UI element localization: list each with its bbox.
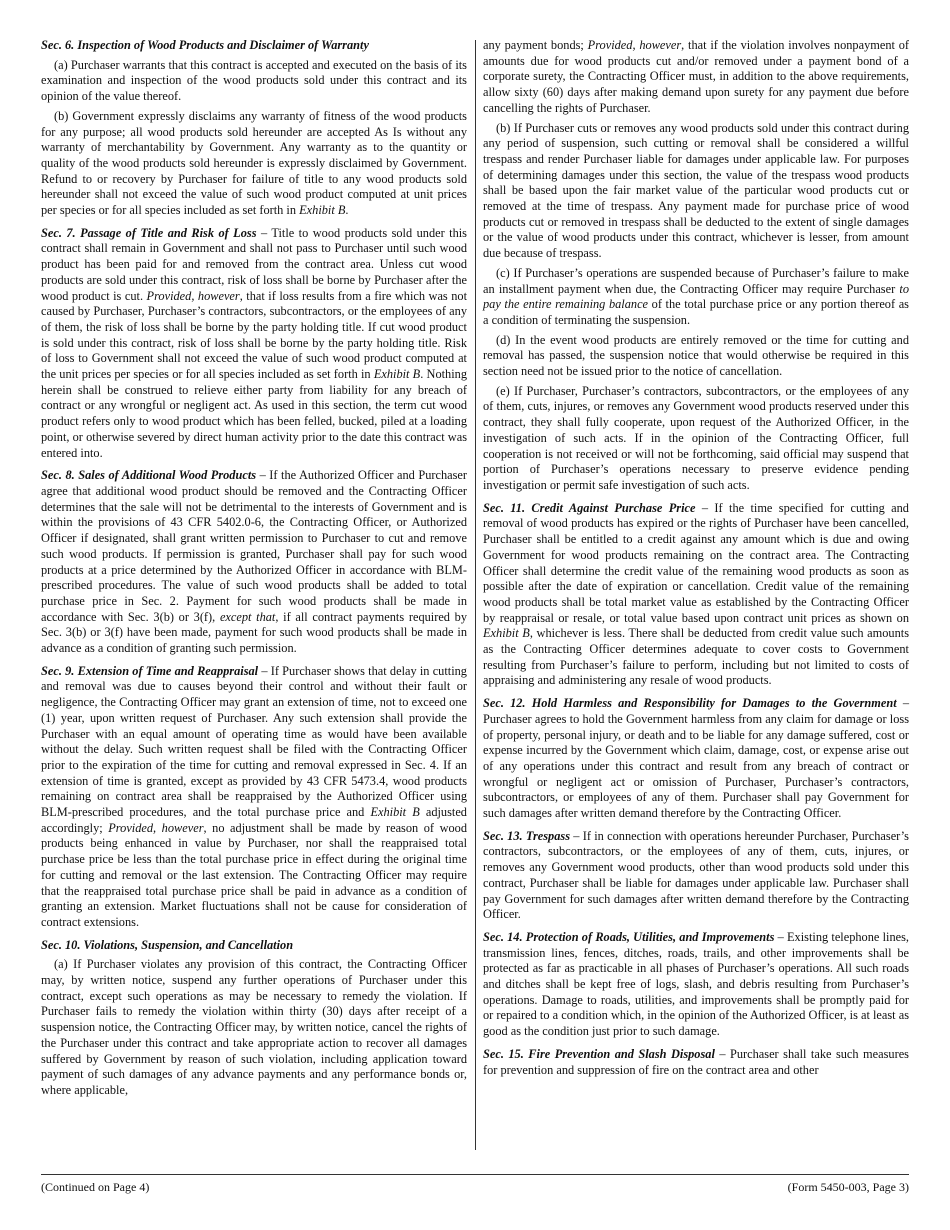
italic-text: Provided, however [587,38,682,52]
section-heading: Sec. 7. Passage of Title and Risk of Loss [41,225,257,240]
paragraph-text: – If the Authorized Officer and Purchaser agree that additional wood product should be removed and the Contracting Officer determines that the sale will not be detrimental to the interests of Government and is within the provisions of 43 CFR 5402.0-6, the Contracting Officer, or Authorized Officer if designated, shall grant written permission to Purchaser to cut and remove such wood products. If permission is granted, Purchaser shall pay for such wood products at a price determined by the Authorized Officer in accordance with BLM-prescribed procedures. The value of such wood products shall be added to total purchase price in Sec. 2. Payment for such wood products shall be made in accordance with Sec. 3(b) or 3(f), [41,468,468,624]
section-heading: Sec. 13. Trespass [483,828,571,843]
paragraph: (e) If Purchaser, Purchaser’s contractors, subcontractors, or the employees of any of them, cuts, injures, or removes any Government wood products reserved under this contract, they shall fully cooperate, upon request of the Authorized Officer, in the investigation of such acts. If in the opinion of the Contracting Officer, full cooperation is not received or will not be forthcoming, said official may suspend that portion of Purchaser’s operations necessary to preserve evidence pending investigation or permit safe investigation of such acts. [483,383,909,492]
paragraph [483,266,909,329]
section-10 [41,938,467,1099]
paragraph-text: , whichever is less. There shall be deducted from credit value such amounts as the Contracting Officer determines adequate to cover costs to Government resulting from Purchaser’s failure to perform, including but not limited to costs of appraising and administering any resale of wood products. [483,626,910,688]
paragraph-text: – Title to wood products sold under this contract shall remain in Government and shall not pass to Purchaser until such wood product has been paid for and removed from the contract area. Unless cut wood products are sold under this contract, risk of loss shall be borne by Purchaser after the wood product is cut. [41,225,467,303]
section-8 [41,468,467,656]
paragraph-text: – Purchaser shall take such measures for prevention and suppression of fire on the contract area and other [483,1046,909,1077]
paragraph [483,38,909,117]
paragraph-text: of the total purchase price or any portion thereof as a condition of terminating the suspension. [483,297,909,327]
section-heading: Sec. 6. Inspection of Wood Products and Disclaimer of Warranty [41,38,369,52]
section-heading: Sec. 10. Violations, Suspension, and Cancellation [41,937,294,952]
paragraph-text: , if all contract payments required by Sec. 3(b) or 3(f) have been made, payment for such wood products shall be made in advance as a condition of granting such permission. [41,609,468,656]
right-column [483,38,909,1085]
exhibit-reference: Exhibit B [373,367,421,382]
form-page-label: (Form 5450-003, Page 3) [787,1180,909,1194]
paragraph [41,109,467,219]
paragraph: (a) Purchaser warrants that this contract is accepted and executed on the basis of its examination and inspection of the wood products sold under this contract and its opinion of the value thereof. [41,57,467,104]
paragraph-text: adjusted accordingly; [41,805,467,835]
paragraph-text: , that if the violation involves nonpayment of amounts due for wood products cut and/or removed under a payment bond of a corporate surety, the Contracting Officer must, in addition to the above requirements, allow sixty (60) days after making demand upon surety for any payment due before cancelling the rights of Purchaser. [483,38,910,115]
section-9 [41,664,467,931]
exhibit-reference: Exhibit B [483,626,530,641]
section-heading: Sec. 12. Hold Harmless and Responsibility for Damages to the Government [483,696,897,711]
column-divider [475,40,476,1150]
italic-text: to pay the entire remaining balance [483,281,910,312]
section-12 [483,696,909,822]
paragraph-text: – If in connection with operations hereunder Purchaser, Purchaser’s contractors, subcontractors, or the employees of any of them, cuts, injures, or removes any Government wood products, other than wood products sold under this contract, Purchaser shall be liable for damages under applicable law. Purchaser shall pay Government for such damages after written demand therefore by the Contracting Officer. [483,828,909,922]
paragraph: (a) If Purchaser violates any provision of this contract, the Contracting Officer may, by written notice, suspend any further operations of Purchaser under this contract, except such operations as may be necessary to remedy the violation. If Purchaser fails to remedy the violation within thirty (30) days after receipt of a suspension notice, the Contracting Officer may, by written notice, cancel the rights of the Purchaser under this contract and take appropriate action to recover all damages suffered by Government by reason of such violation, including application toward payment of such damages of any advance payments and any performance bonds or, where applicable, [41,957,467,1097]
section-heading: Sec. 9. Extension of Time and Reappraisal [41,663,259,678]
section-14 [483,930,909,1040]
exhibit-reference: Exhibit B [299,203,346,218]
paragraph-text: , that if loss results from a fire which was not caused by Purchaser, Purchaser’s contractors, subcontractors, or the employees of any of them, the risk of loss shall be borne by the party holding title. If cut wood product is sold under this contract, risk of loss shall be borne by the party holding title. Risk of loss to Government shall not exceed the value of such wood product computed at the unit prices per species or for all species included as set forth in [41,288,467,382]
exhibit-reference: Exhibit B [370,805,420,820]
paragraph-text: – If the time specified for cutting and removal of wood products has expired or the rights of Purchaser have been cancelled, Purchaser shall be entitled to a credit against any amount which is due and owing Government for wood products remaining on the contract area. The Contracting Officer shall determine the credit value of the remaining wood products as soon as possible after the date of expiration or cancellation. Credit value of the remaining wood products shall be total market value as established by the Contracting Officer by reappraisal or resale, or total value based upon contract unit prices as shown on [483,500,909,625]
paragraph-text: . Nothing herein shall be construed to relieve either party from liability for any breach of contract or any wrongful or negligent act. As used in this section, the term cut wood product refers only to wood product which has been felled, bucked, piled at a loading point, or otherwise severed by direct human activity prior to the date this contract was entered into. [41,367,467,460]
italic-text: Provided, however [146,288,240,303]
section-13 [483,829,909,923]
paragraph-text: (c) If Purchaser’s operations are suspended because of Purchaser’s failure to make an installment payment when due, the Contracting Officer may require Purchaser [483,265,909,296]
paragraph: (b) If Purchaser cuts or removes any wood products sold under this contract during any period of suspension, such cutting or removal shall be considered a willful trespass and render Purchaser liable for damages under applicable law. For purposes of determining damages under this section, the value of the trespass wood products shall be based upon the fair market value of the particular wood products cut or removed at the time of trespass. Any payment made for purchase price of wood products cut or removed in trespass shall be deducted to the extent of single damages or the value of wood products under this contract, whichever is lesser, from amount due because of trespass. [483,120,909,261]
section-heading: Sec. 11. Credit Against Purchase Price [483,500,696,515]
paragraph-text: (b) Government expressly disclaims any warranty of fitness of the wood products for any purpose; all wood products sold hereunder are accepted As Is without any warranty of merchantability by Government. Any warranty as to the quantity or quality of the wood products sold hereunder is expressly disclaimed by Government. Refund to or recovery by Purchaser for failure of title to any wood products sold hereunder shall not exceed the value of such wood product computed at unit prices per species or for all species included as set forth in [41,108,467,218]
continued-note: (Continued on Page 4) [41,1180,150,1194]
paragraph-text: . [345,203,349,218]
paragraph-text: – If Purchaser shows that delay in cutting and removal was due to causes beyond their control and without their fault or negligence, the Contracting Officer may grant an extension of time, not to exceed one (1) year, upon written request of Purchaser. Any such extension shall provide the Purchaser with an equal amount of operating time as would have been available without the delay. Such written request shall be filed with the Contracting Officer prior to the expiration of the time for cutting and removal expressed in Sec. 4. If an extension of time is granted, except as provided by 43 CFR 5473.4, wood products remaining on contract area shall be reappraised by the Authorized Officer using BLM-prescribed procedures, and the total purchase price and [41,663,467,820]
paragraph-text: – Existing telephone lines, transmission lines, fences, ditches, roads, trails, and other improvements shall be protected as far as practicable in all phases of Purchaser’s operations. All such roads and ditches shall be kept free of logs, slash, and debris resulting from Purchaser’s operations. Damage to roads, utilities, and improvements shall be promptly paid for or repaired to a condition which, in the opinion of the Authorized Officer, is at least as good as the condition just prior to such damage. [483,929,909,1039]
paragraph-text: any payment bonds; [483,38,584,52]
paragraph: (d) In the event wood products are entirely removed or the time for cutting and removal has passed, the suspension notice that would otherwise be required in this section need not be issued prior to the notice of cancellation. [483,332,909,379]
paragraph-text: , no adjustment shall be made by reason of wood products being enhanced in value by Purchaser, nor shall the reappraised total purchase price be less than the total purchase price in effect during the original time for cutting and removal or the last extension. The Contracting Officer may require that the reappraised total purchase price shall be paid in advance as a condition of granting an extension. Market fluctuations shall not be cause for consideration of contract extensions. [41,820,468,929]
section-6 [41,38,467,219]
italic-text: Provided, however [108,820,204,835]
section-11 [483,501,909,689]
section-15 [483,1047,909,1078]
section-7 [41,226,467,462]
footer-rule [41,1174,909,1175]
italic-text: except that [219,609,276,624]
left-column [41,38,467,1106]
section-heading: Sec. 14. Protection of Roads, Utilities, and Improvements [483,929,775,944]
section-heading: Sec. 8. Sales of Additional Wood Products [41,468,257,483]
section-heading: Sec. 15. Fire Prevention and Slash Disposal [483,1046,715,1061]
section-10-continued [483,38,909,494]
paragraph-text: – Purchaser agrees to hold the Government harmless from any claim for damage or loss of property, personal injury, or death and to be liable for any damage suffered, cost or expense incurred by the Government which claim, damage, cost, or expense arise out of any operations under this contract and result from any breach of contract or wrongful or negligent act or omission of Purchaser, Purchaser’s contractors, subcontractors, or employees of any of them. Purchaser shall pay Government for such damages after written demand therefore by the Contracting Officer. [483,696,909,821]
